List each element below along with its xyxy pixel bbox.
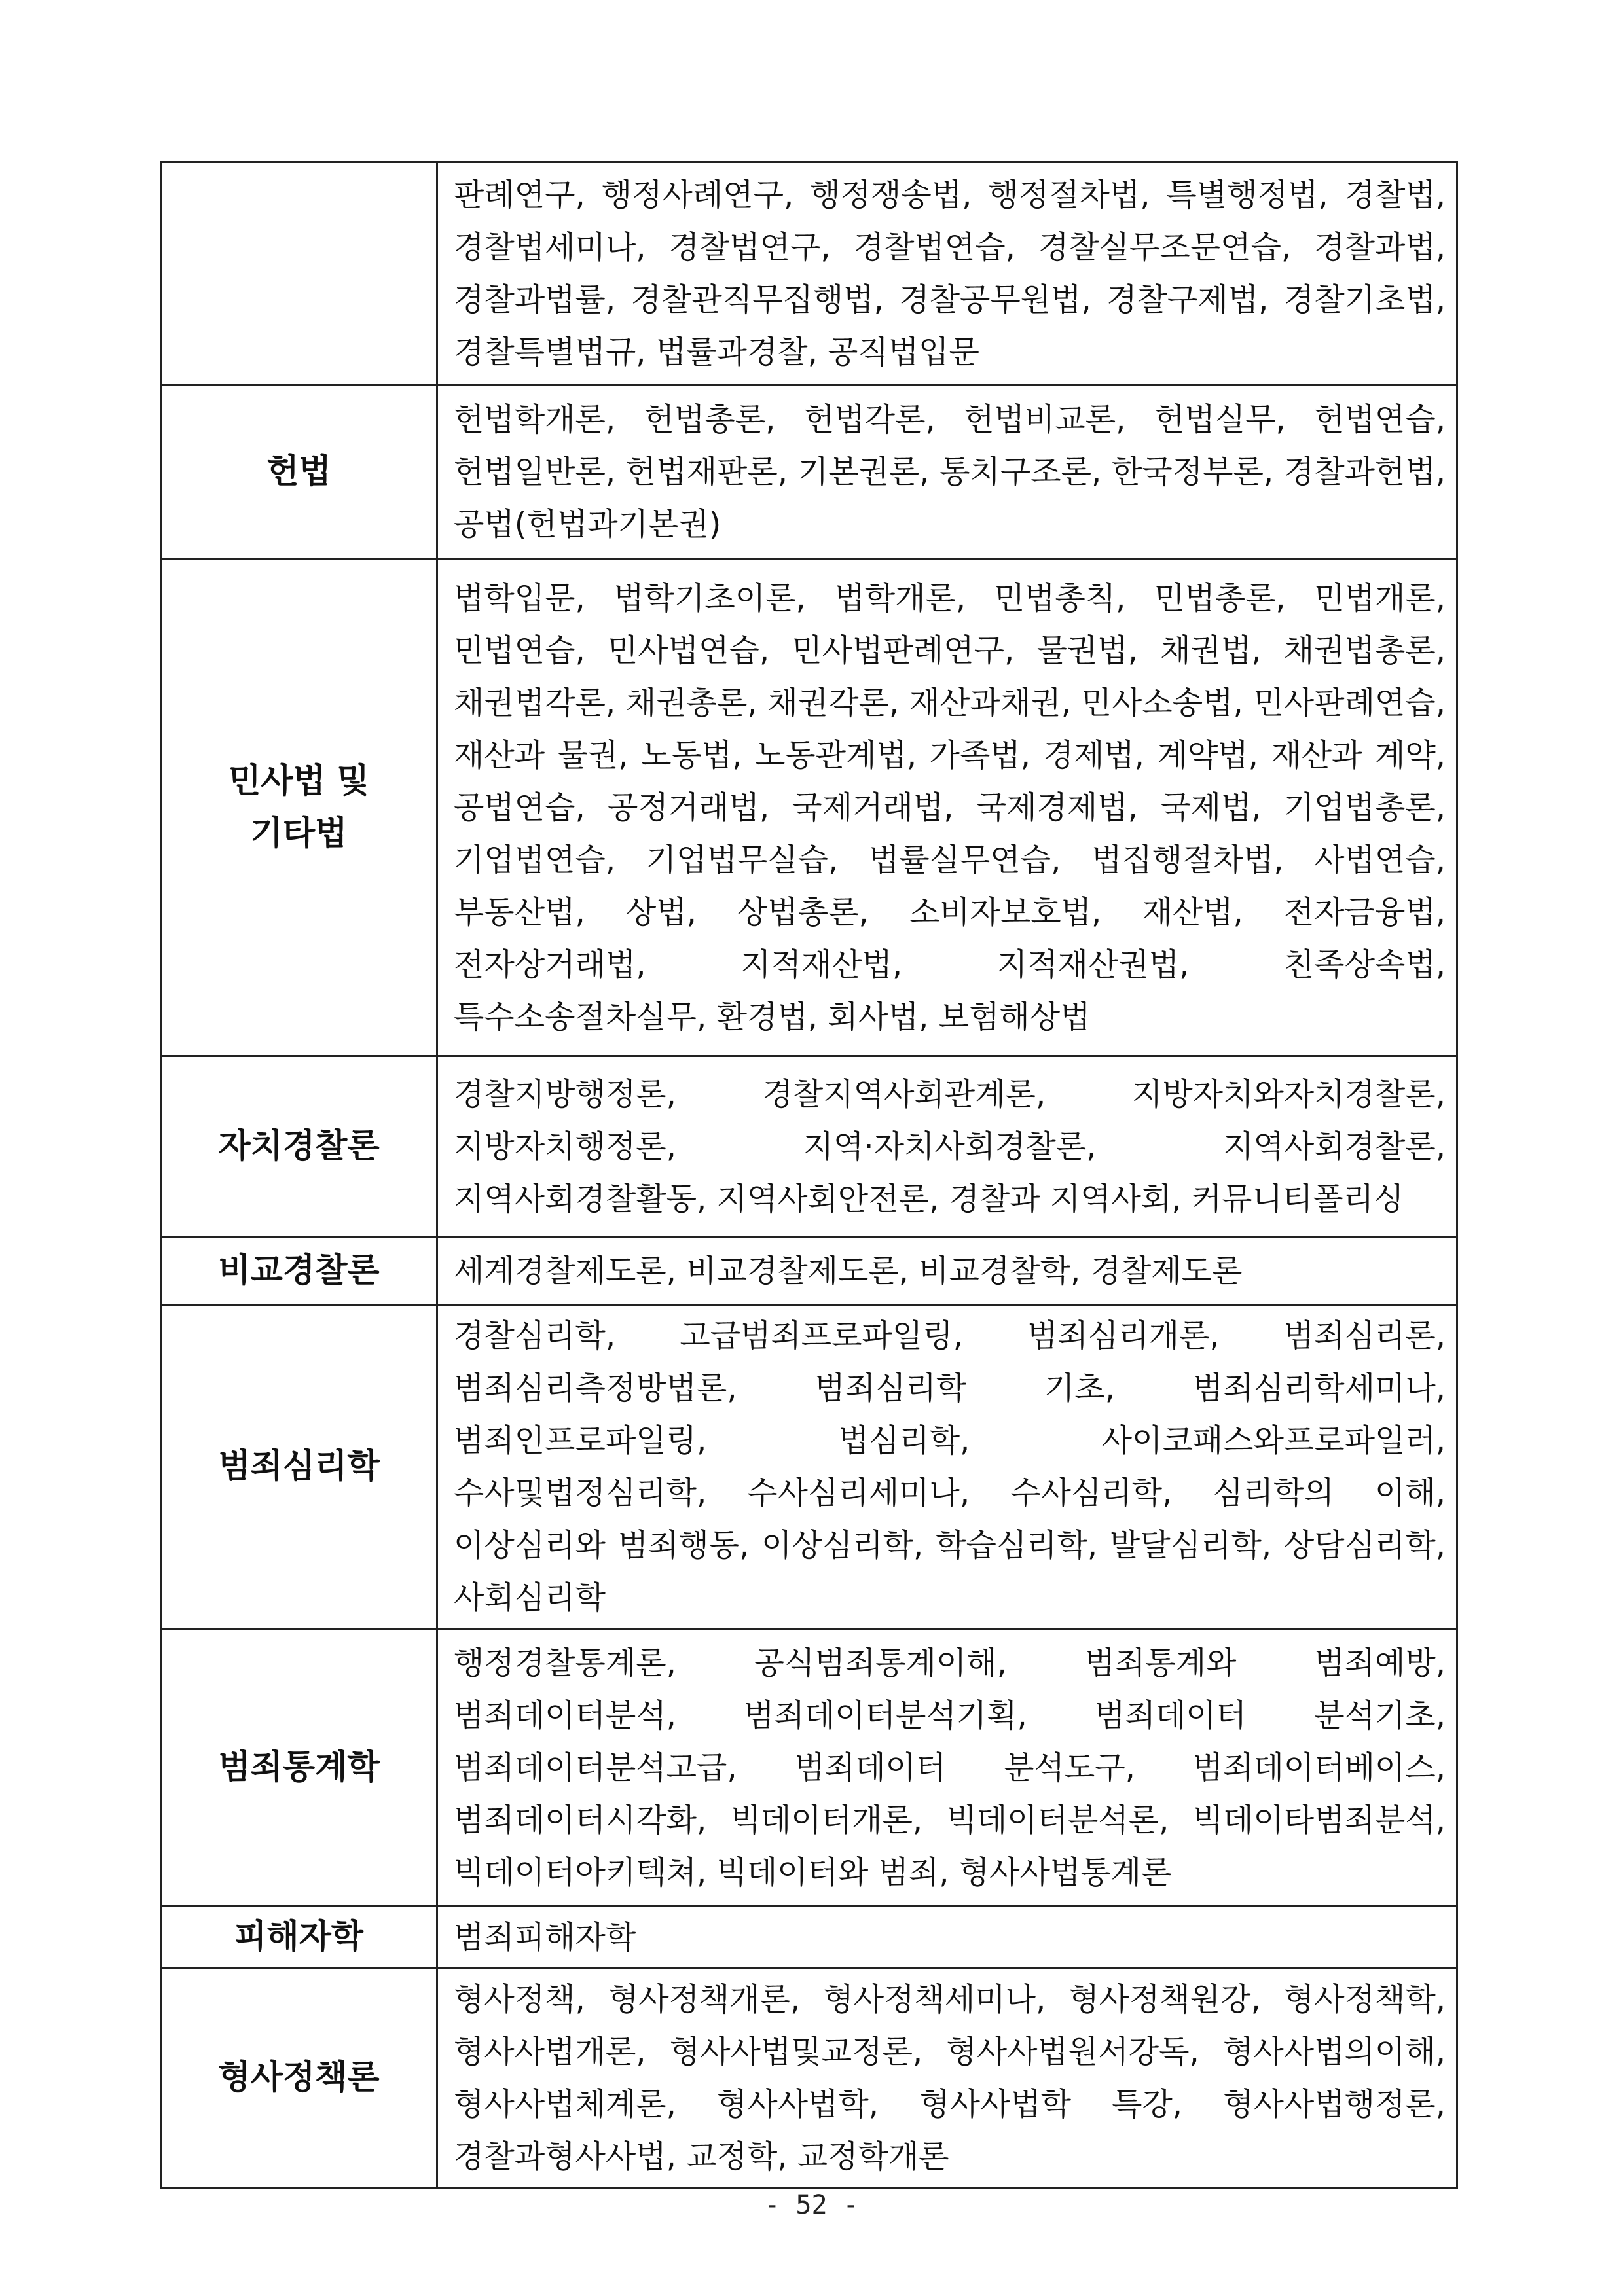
category-label: 민사법 및 기타법: [228, 761, 369, 853]
category-cell: 헌법: [161, 385, 437, 559]
courses-cell: 세계경찰제도론, 비교경찰제도론, 비교경찰학, 경찰제도론: [437, 1237, 1457, 1305]
category-cell: [161, 559, 437, 1056]
table-row: [161, 1969, 1457, 2188]
category-cell: 비교경찰론: [161, 1237, 437, 1305]
course-classification-table: [160, 161, 1458, 2189]
category-cell: 형사정책론: [161, 1969, 437, 2188]
category-cell: 범죄통계학: [161, 1629, 437, 1907]
table-row: [161, 1056, 1457, 1237]
table-row: [161, 1629, 1457, 1907]
table-row: [161, 385, 1457, 559]
category-cell: 범죄심리학: [161, 1305, 437, 1629]
courses-cell: 범죄피해자학: [437, 1907, 1457, 1969]
page-number: - 52 -: [764, 2190, 859, 2220]
category-cell: 자치경찰론: [161, 1056, 437, 1237]
courses-cell: 행정경찰통계론, 공식범죄통계이해, 범죄통계와 범죄예방, 범죄데이터분석, 범죄데이터분석기획, 범죄데이터 분석기초, 범죄데이터분석고급, 범죄데이터 분석도구, 범죄데이터베이스, 범죄데이터시각화, 빅데이터개론, 빅데이터분석론, 빅데이타범죄분석, 빅데이터아키텍쳐, 빅데이터와 범죄, 형사사법통계론: [437, 1629, 1457, 1907]
table-row: [161, 1305, 1457, 1629]
courses-cell: 헌법학개론, 헌법총론, 헌법각론, 헌법비교론, 헌법실무, 헌법연습, 헌법일반론, 헌법재판론, 기본권론, 통치구조론, 한국정부론, 경찰과헌법, 공법(헌법과기본권): [437, 385, 1457, 559]
courses-cell: 경찰지방행정론, 경찰지역사회관계론, 지방자치와자치경찰론, 지방자치행정론, 지역·자치사회경찰론, 지역사회경찰론, 지역사회경찰활동, 지역사회안전론, 경찰과 지역사회, 커뮤니티폴리싱: [437, 1056, 1457, 1237]
table-row: [161, 559, 1457, 1056]
courses-cell: 형사정책, 형사정책개론, 형사정책세미나, 형사정책원강, 형사정책학, 형사사법개론, 형사사법및교정론, 형사사법원서강독, 형사사법의이해, 형사사법체계론, 형사사법학, 형사사법학 특강, 형사사법행정론, 경찰과형사사법, 교정학, 교정학개론: [437, 1969, 1457, 2188]
courses-cell: 판례연구, 행정사례연구, 행정쟁송법, 행정절차법, 특별행정법, 경찰법, 경찰법세미나, 경찰법연구, 경찰법연습, 경찰실무조문연습, 경찰과법, 경찰과법률, 경찰관직무집행법, 경찰공무원법, 경찰구제법, 경찰기초법, 경찰특별법규, 법률과경찰, 공직법입문: [437, 162, 1457, 385]
courses-cell: 경찰심리학, 고급범죄프로파일링, 범죄심리개론, 범죄심리론, 범죄심리측정방법론, 범죄심리학 기초, 범죄심리학세미나, 범죄인프로파일링, 법심리학, 사이코패스와프로파일러, 수사및법정심리학, 수사심리세미나, 수사심리학, 심리학의 이해, 이상심리와 범죄행동, 이상심리학, 학습심리학, 발달심리학, 상담심리학, 사회심리학: [437, 1305, 1457, 1629]
category-cell: 피해자학: [161, 1907, 437, 1969]
table-row: [161, 1907, 1457, 1969]
category-cell: [161, 162, 437, 385]
table-row: [161, 1237, 1457, 1305]
table-row: [161, 162, 1457, 385]
courses-cell: 법학입문, 법학기초이론, 법학개론, 민법총칙, 민법총론, 민법개론, 민법연습, 민사법연습, 민사법판례연구, 물권법, 채권법, 채권법총론, 채권법각론, 채권총론, 채권각론, 재산과채권, 민사소송법, 민사판례연습, 재산과 물권, 노동법, 노동관계법, 가족법, 경제법, 계약법, 재산과 계약, 공법연습, 공정거래법, 국제거래법, 국제경제법, 국제법, 기업법총론, 기업법연습, 기업법무실습, 법률실무연습, 법집행절차법, 사법연습, 부동산법, 상법, 상법총론, 소비자보호법, 재산법, 전자금융법, 전자상거래법, 지적재산법, 지적재산권법, 친족상속법, 특수소송절차실무, 환경법, 회사법, 보험해상법: [437, 559, 1457, 1056]
